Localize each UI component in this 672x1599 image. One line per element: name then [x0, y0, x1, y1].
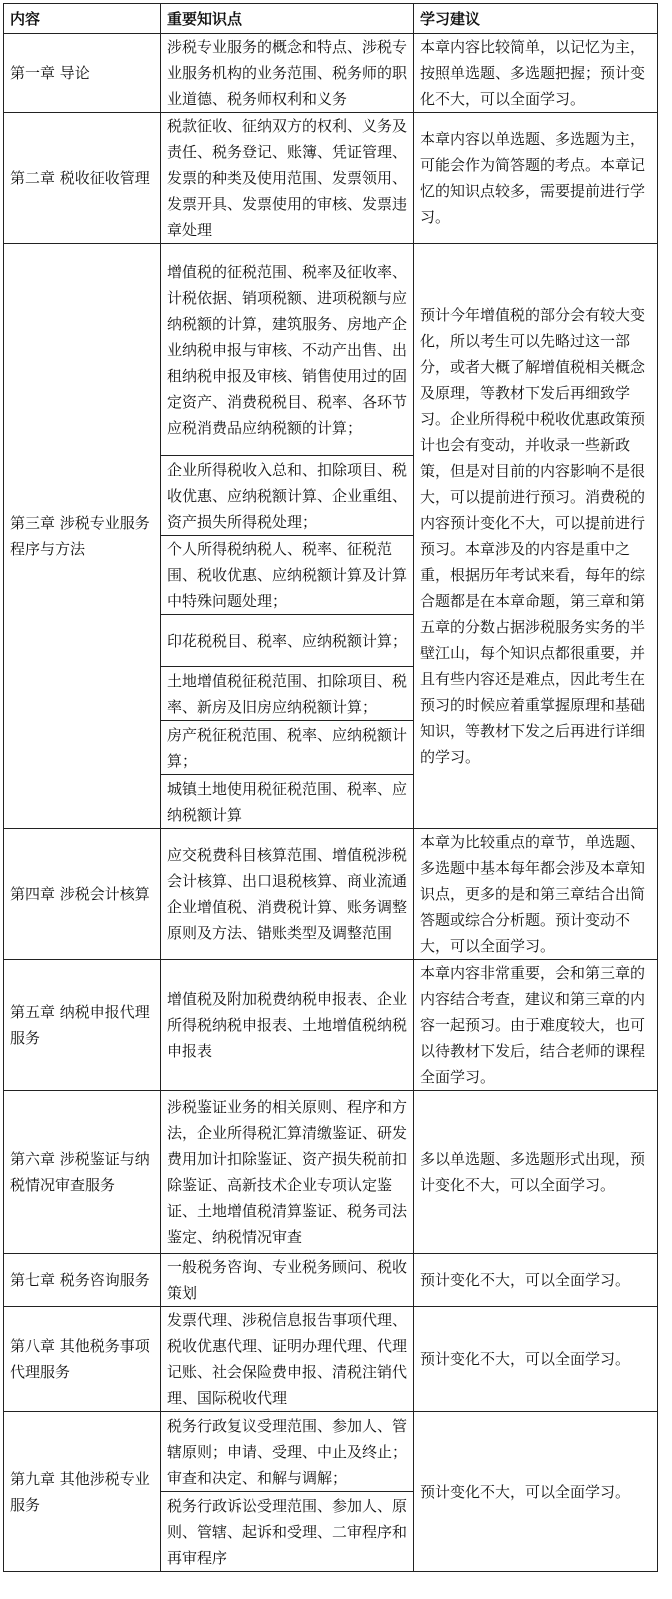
chapter-cell: 第四章 涉税会计核算: [4, 829, 161, 960]
table-row: [4, 1254, 658, 1307]
study-plan-table: [3, 3, 658, 1572]
key-points-cell: 发票代理、涉税信息报告事项代理、税收优惠代理、证明办理代理、代理记账、社会保险费申报、清税注销代理、国际税收代理: [161, 1307, 414, 1412]
advice-cell: 预计变化不大，可以全面学习。: [414, 1254, 658, 1307]
key-points-cell: 应交税费科目核算范围、增值税涉税会计核算、出口退税核算、商业流通企业增值税、消费税计算、账务调整原则及方法、错账类型及调整范围: [161, 829, 414, 960]
table-body: [4, 34, 658, 1572]
key-points-cell: 增值税及附加税费纳税申报表、企业所得税纳税申报表、土地增值税纳税申报表: [161, 960, 414, 1091]
table-row: [4, 829, 658, 960]
key-points-cell: 房产税征税范围、税率、应纳税额计算；: [161, 721, 414, 775]
table-row: [4, 1412, 658, 1492]
key-points-cell: 印花税税目、税率、应纳税额计算；: [161, 615, 414, 667]
advice-cell: 预计变化不大，可以全面学习。: [414, 1307, 658, 1412]
key-points-cell: 税务行政诉讼受理范围、参加人、原则、管辖、起诉和受理、二审程序和再审程序: [161, 1492, 414, 1572]
advice-cell: 本章内容比较简单，以记忆为主，按照单选题、多选题把握；预计变化不大，可以全面学习。: [414, 34, 658, 113]
key-points-cell: 个人所得税纳税人、税率、征税范围、税收优惠、应纳税额计算及计算中特殊问题处理；: [161, 536, 414, 615]
table-row: [4, 113, 658, 244]
chapter-cell: 第二章 税收征收管理: [4, 113, 161, 244]
table-row: [4, 1091, 658, 1254]
advice-cell: 本章内容以单选题、多选题为主，可能会作为简答题的考点。本章记忆的知识点较多，需要提前进行学习。: [414, 113, 658, 244]
header-chapter: 内容: [4, 4, 161, 34]
table-row: [4, 34, 658, 113]
advice-cell: 预计变化不大，可以全面学习。: [414, 1412, 658, 1572]
advice-cell: 预计今年增值税的部分会有较大变化，所以考生可以先略过这一部分，或者大概了解增值税相关概念及原理，等教材下发后再细致学习。企业所得税中税收优惠政策预计也会有变动，并收录一些新政策，但是对目前的内容影响不是很大，可以提前进行预习。消费税的内容预计变化不大，可以提前进行预习。本章涉及的内容是重中之重，根据历年考试来看，每年的综合题都是在本章命题，第三章和第五章的分数占据涉税服务实务的半壁江山，每个知识点都很重要，并且有些内容还是难点，因此考生在预习的时候应着重掌握原理和基础知识，等教材下发之后再进行详细的学习。: [414, 244, 658, 829]
chapter-cell: 第六章 涉税鉴证与纳税情况审查服务: [4, 1091, 161, 1254]
advice-cell: 本章内容非常重要，会和第三章的内容结合考查，建议和第三章的内容一起预习。由于难度较大，也可以待教材下发后，结合老师的课程全面学习。: [414, 960, 658, 1091]
table-row: [4, 960, 658, 1091]
table-row: [4, 244, 658, 456]
key-points-cell: 涉税鉴证业务的相关原则、程序和方法，企业所得税汇算清缴鉴证、研发费用加计扣除鉴证、资产损失税前扣除鉴证、高新技术企业专项认定鉴证、土地增值税清算鉴证、税务司法鉴定、纳税情况审查: [161, 1091, 414, 1254]
chapter-cell: 第五章 纳税申报代理服务: [4, 960, 161, 1091]
chapter-cell: 第八章 其他税务事项代理服务: [4, 1307, 161, 1412]
key-points-cell: 城镇土地使用税征税范围、税率、应纳税额计算: [161, 775, 414, 829]
key-points-cell: 企业所得税收入总和、扣除项目、税收优惠、应纳税额计算、企业重组、资产损失所得税处理；: [161, 456, 414, 536]
header-advice: 学习建议: [414, 4, 658, 34]
key-points-cell: 涉税专业服务的概念和特点、涉税专业服务机构的业务范围、税务师的职业道德、税务师权利和义务: [161, 34, 414, 113]
table-header-row: [4, 4, 658, 34]
advice-cell: 多以单选题、多选题形式出现，预计变化不大，可以全面学习。: [414, 1091, 658, 1254]
chapter-cell: 第九章 其他涉税专业服务: [4, 1412, 161, 1572]
key-points-cell: 税款征收、征纳双方的权利、义务及责任、税务登记、账簿、凭证管理、发票的种类及使用范围、发票领用、发票开具、发票使用的审核、发票违章处理: [161, 113, 414, 244]
table-row: [4, 1307, 658, 1412]
key-points-cell: 土地增值税征税范围、扣除项目、税率、新房及旧房应纳税额计算；: [161, 667, 414, 721]
key-points-cell: 税务行政复议受理范围、参加人、管辖原则；申请、受理、中止及终止；审查和决定、和解与调解；: [161, 1412, 414, 1492]
header-key-points: 重要知识点: [161, 4, 414, 34]
key-points-cell: 增值税的征税范围、税率及征收率、计税依据、销项税额、进项税额与应纳税额的计算，建筑服务、房地产企业纳税申报与审核、不动产出售、出租纳税申报及审核、销售使用过的固定资产、消费税税目、税率、各环节应税消费品应纳税额的计算；: [161, 244, 414, 456]
chapter-cell: 第三章 涉税专业服务程序与方法: [4, 244, 161, 829]
chapter-cell: 第一章 导论: [4, 34, 161, 113]
chapter-cell: 第七章 税务咨询服务: [4, 1254, 161, 1307]
key-points-cell: 一般税务咨询、专业税务顾问、税收策划: [161, 1254, 414, 1307]
advice-cell: 本章为比较重点的章节，单选题、多选题中基本每年都会涉及本章知识点，更多的是和第三章结合出简答题或综合分析题。预计变动不大，可以全面学习。: [414, 829, 658, 960]
